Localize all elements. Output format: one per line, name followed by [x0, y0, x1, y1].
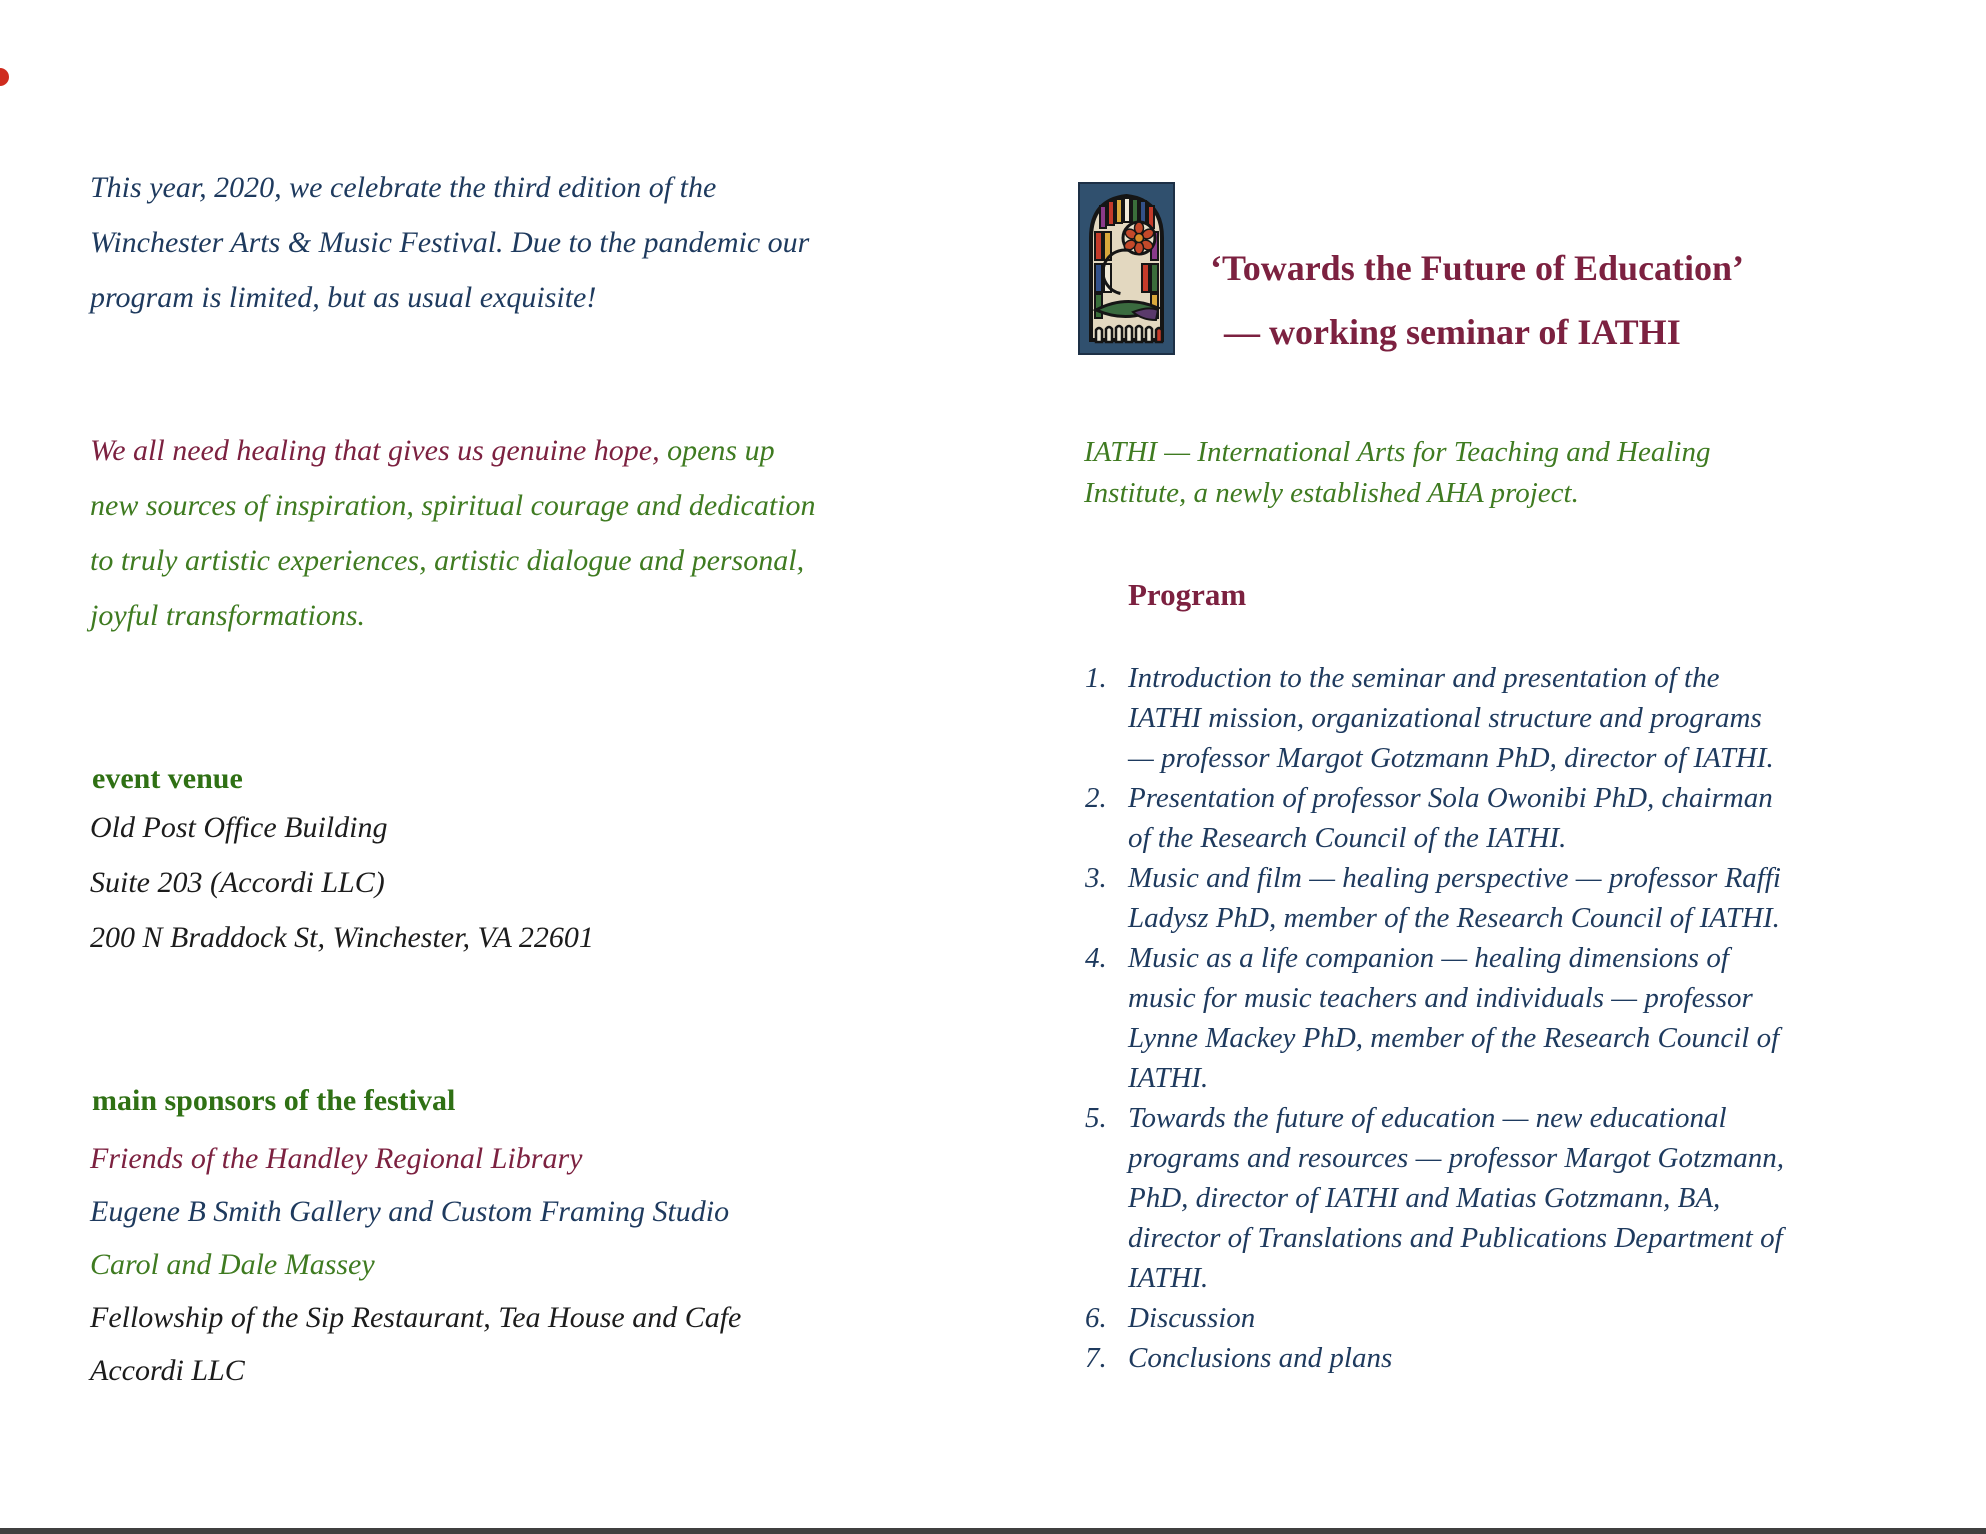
program-item-5: [1085, 1098, 1925, 1298]
venue-address: [90, 800, 950, 965]
program-item-text: Discussion: [1128, 1302, 1256, 1334]
program-item-2: [1085, 778, 1925, 858]
program-item-4: [1085, 938, 1925, 1098]
sponsors-heading: main sponsors of the festival: [92, 1084, 456, 1117]
seminar-title-line2: — working seminar of IATHI: [1224, 312, 1681, 352]
intro-line: Winchester Arts & Music Festival. Due to the pandemic our: [90, 226, 810, 259]
sponsor-item: Friends of the Handley Regional Library: [90, 1142, 583, 1175]
sponsor-item: Fellowship of the Sip Restaurant, Tea House and Cafe: [90, 1301, 742, 1334]
program-item-number: 4.: [1085, 942, 1107, 974]
sponsor-item: Accordi LLC: [90, 1354, 245, 1387]
program-item-number: 6.: [1085, 1302, 1107, 1334]
program-item-1: [1085, 658, 1925, 778]
program-item-text: Music as a life companion — healing dimensions of music for music teachers and individuals — professor Lynne Mackey PhD, member of the Research Council of IATHI.: [1128, 942, 1780, 1094]
program-item-number: 7.: [1085, 1342, 1107, 1374]
venue-heading: event venue: [92, 762, 243, 795]
stained-glass-artwork: [1078, 182, 1175, 355]
program-item-text: Presentation of professor Sola Owonibi PhD, chairman of the Research Council of the IATHI.: [1128, 782, 1773, 854]
program-item-6: [1085, 1298, 1925, 1338]
healing-lead-maroon: We all need healing that gives us genuine hope,: [90, 434, 660, 467]
iathi-description-line: Institute, a newly established AHA project.: [1084, 477, 1579, 509]
stained-glass-window-image: [1078, 182, 1175, 355]
sponsor-item: Carol and Dale Massey: [90, 1248, 375, 1281]
program-item-number: 5.: [1085, 1102, 1107, 1134]
red-edge-mark: [0, 68, 9, 86]
program-item-number: 1.: [1085, 662, 1107, 694]
healing-lead-green: opens up: [667, 434, 775, 467]
sponsor-item: Eugene B Smith Gallery and Custom Framing Studio: [90, 1195, 730, 1228]
page-bottom-edge: [0, 1528, 1986, 1534]
healing-paragraph: [90, 423, 950, 643]
program-list: [1085, 658, 1925, 1378]
iathi-description: [1084, 432, 1710, 514]
program-item-number: 2.: [1085, 782, 1107, 814]
program-item-7: [1085, 1338, 1925, 1378]
sponsors-list: [90, 1132, 950, 1397]
healing-line: [90, 423, 950, 478]
intro-line: This year, 2020, we celebrate the third edition of the: [90, 171, 717, 204]
venue-line: Suite 203 (Accordi LLC): [90, 866, 385, 899]
program-item-number: 3.: [1085, 862, 1107, 894]
venue-line: Old Post Office Building: [90, 811, 388, 844]
program-item-3: [1085, 858, 1925, 938]
program-item-text: Introduction to the seminar and presentation of the IATHI mission, organizational structure and programs — professor Margot Gotzmann PhD, director of IATHI.: [1128, 662, 1774, 774]
healing-line: new sources of inspiration, spiritual courage and dedication: [90, 489, 816, 522]
healing-line: joyful transformations.: [90, 599, 366, 632]
iathi-description-line: IATHI — International Arts for Teaching and Healing: [1084, 436, 1711, 468]
healing-line: to truly artistic experiences, artistic dialogue and personal,: [90, 544, 805, 577]
seminar-title-line1: ‘Towards the Future of Education’: [1210, 248, 1745, 288]
intro-line: program is limited, but as usual exquisite!: [90, 281, 597, 314]
program-item-text: Towards the future of education — new educational programs and resources — professor Margot Gotzmann, PhD, director of IATHI and Matias Gotzmann, BA, director of Translations and Publications Department of IATHI.: [1128, 1102, 1785, 1294]
venue-line: 200 N Braddock St, Winchester, VA 22601: [90, 921, 594, 954]
program-item-text: Music and film — healing perspective — professor Raffi Ladysz PhD, member of the Research Council of IATHI.: [1128, 862, 1781, 934]
seminar-title: [1210, 246, 1744, 354]
program-item-text: Conclusions and plans: [1128, 1342, 1393, 1374]
program-heading: Program: [1128, 577, 1247, 612]
intro-paragraph: [90, 160, 950, 325]
